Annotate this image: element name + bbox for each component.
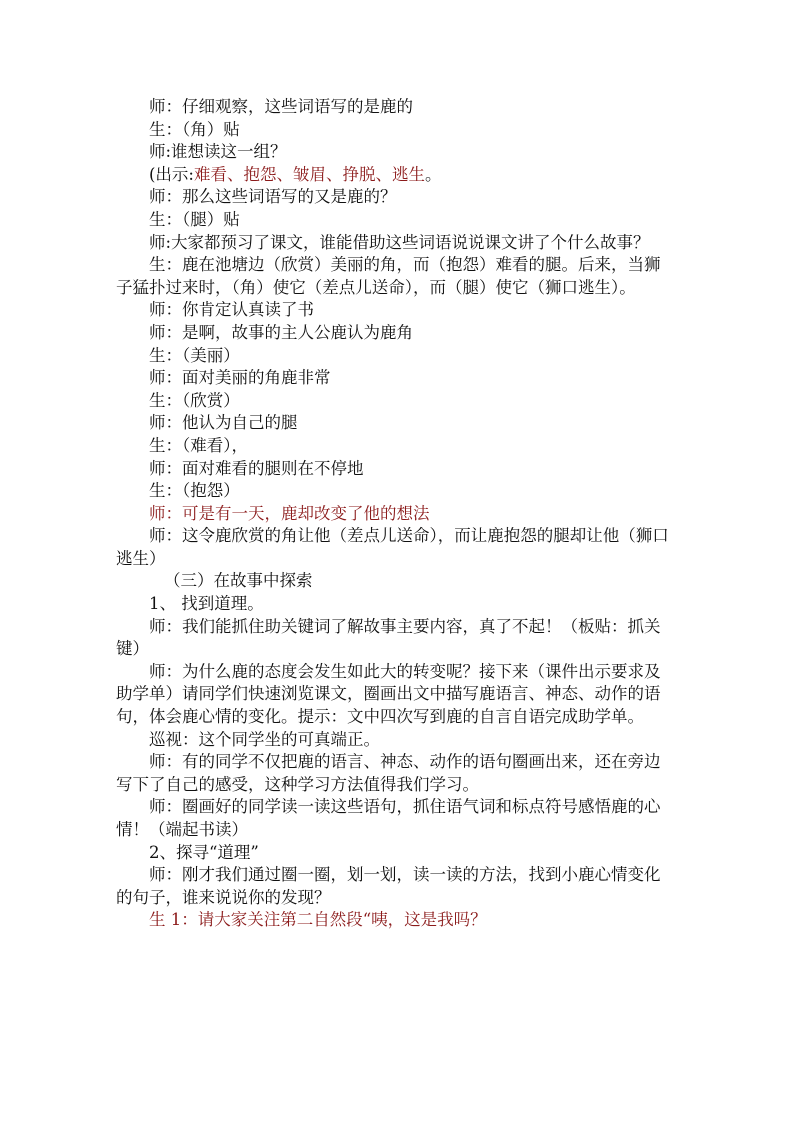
- line-patrol: 巡视：这个同学坐的可真端正。: [149, 729, 380, 749]
- line-teacher-key-words: 师：我们能抓住助关键词了解故事主要内容，真了不起！（板贴：抓关键）: [116, 616, 661, 659]
- line-teacher-story: 师:大家都预习了课文，谁能借助这些词语说说课文讲了个什么故事？: [149, 232, 650, 252]
- line-teacher-antlers: 师：是啊，故事的主人公鹿认为鹿角: [149, 322, 413, 342]
- line-teacher-attitude: 师：为什么鹿的态度会发生如此大的转变呢？接下来（课件出示要求及助学单）请同学们快速浏览课文，圈画出文中描写鹿语言、神态、动作的语句，体会鹿心情的变化。提示：文中四次写到鹿的自言自语完成助学单。: [116, 661, 661, 727]
- line-student-beautiful: 生：（美丽）: [149, 345, 240, 365]
- line-teacher-discovery: 师：刚才我们通过圈一圈，划一划，读一读的方法，找到小鹿心情变化的句子，谁来说说你的发现？: [116, 865, 661, 907]
- line-teacher-method: 师：有的同学不仅把鹿的语言、神态、动作的语句圈画出来，还在旁边写下了自己的感受，这种学习方法值得我们学习。: [116, 752, 661, 794]
- subheading-seek-reason: 2、探寻“道理”: [149, 842, 259, 862]
- line-student-complain: 生：（抱怨）: [149, 481, 240, 501]
- show-suffix: 。: [425, 164, 442, 184]
- section-heading-explore: （三）在故事中探索: [164, 571, 313, 591]
- subheading-find-reason: 1、 找到道理。: [149, 594, 264, 614]
- line-teacher-ugly-legs: 师：面对难看的腿则在不停地: [149, 458, 364, 478]
- highlighted-words: 难看、抱怨、皱眉、挣脱、逃生: [194, 164, 425, 184]
- show-prefix: (出示:: [149, 164, 194, 184]
- line-student-admire: 生：（欣赏）: [149, 390, 240, 410]
- line-teacher-own-legs: 师：他认为自己的腿: [149, 413, 298, 433]
- line-student-legs: 生：（腿）贴: [149, 209, 240, 229]
- line-teacher-observe: 师：仔细观察，这些词语写的是鹿的: [149, 97, 413, 116]
- line-student-story: 生：鹿在池塘边（欣赏）美丽的角，而（抱怨）难看的腿。后来，当狮子猛扑过来时，（角）使它（差点儿送命），而（腿）使它（狮口逃生）。: [116, 255, 661, 297]
- document-body: [116, 96, 676, 932]
- line-show-words: [116, 164, 676, 187]
- line-teacher-changed-mind: 师：可是有一天，鹿却改变了他的想法: [149, 503, 430, 523]
- line-teacher-summary: 师：这令鹿欣赏的角让他（差点儿送命），而让鹿抱怨的腿却让他（狮口逃生）: [116, 526, 669, 568]
- line-teacher-read-aloud: 师：圈画好的同学读一读这些语句，抓住语气词和标点符号感悟鹿的心情！（端起书读）: [116, 797, 661, 839]
- line-teacher-legs-question: 师：那么这些词语写的又是鹿的？: [149, 187, 397, 207]
- line-student-1: 生 1：请大家关注第二自然段“咦，这是我吗？: [149, 910, 487, 930]
- line-student-ugly: 生：（难看），: [149, 435, 248, 455]
- line-teacher-who-reads: 师:谁想读这一组？: [149, 142, 287, 162]
- line-teacher-facing-antlers: 师：面对美丽的角鹿非常: [149, 368, 331, 388]
- line-teacher-praise: 师：你肯定认真读了书: [149, 300, 314, 320]
- line-student-horn: 生：（角）贴: [149, 119, 240, 139]
